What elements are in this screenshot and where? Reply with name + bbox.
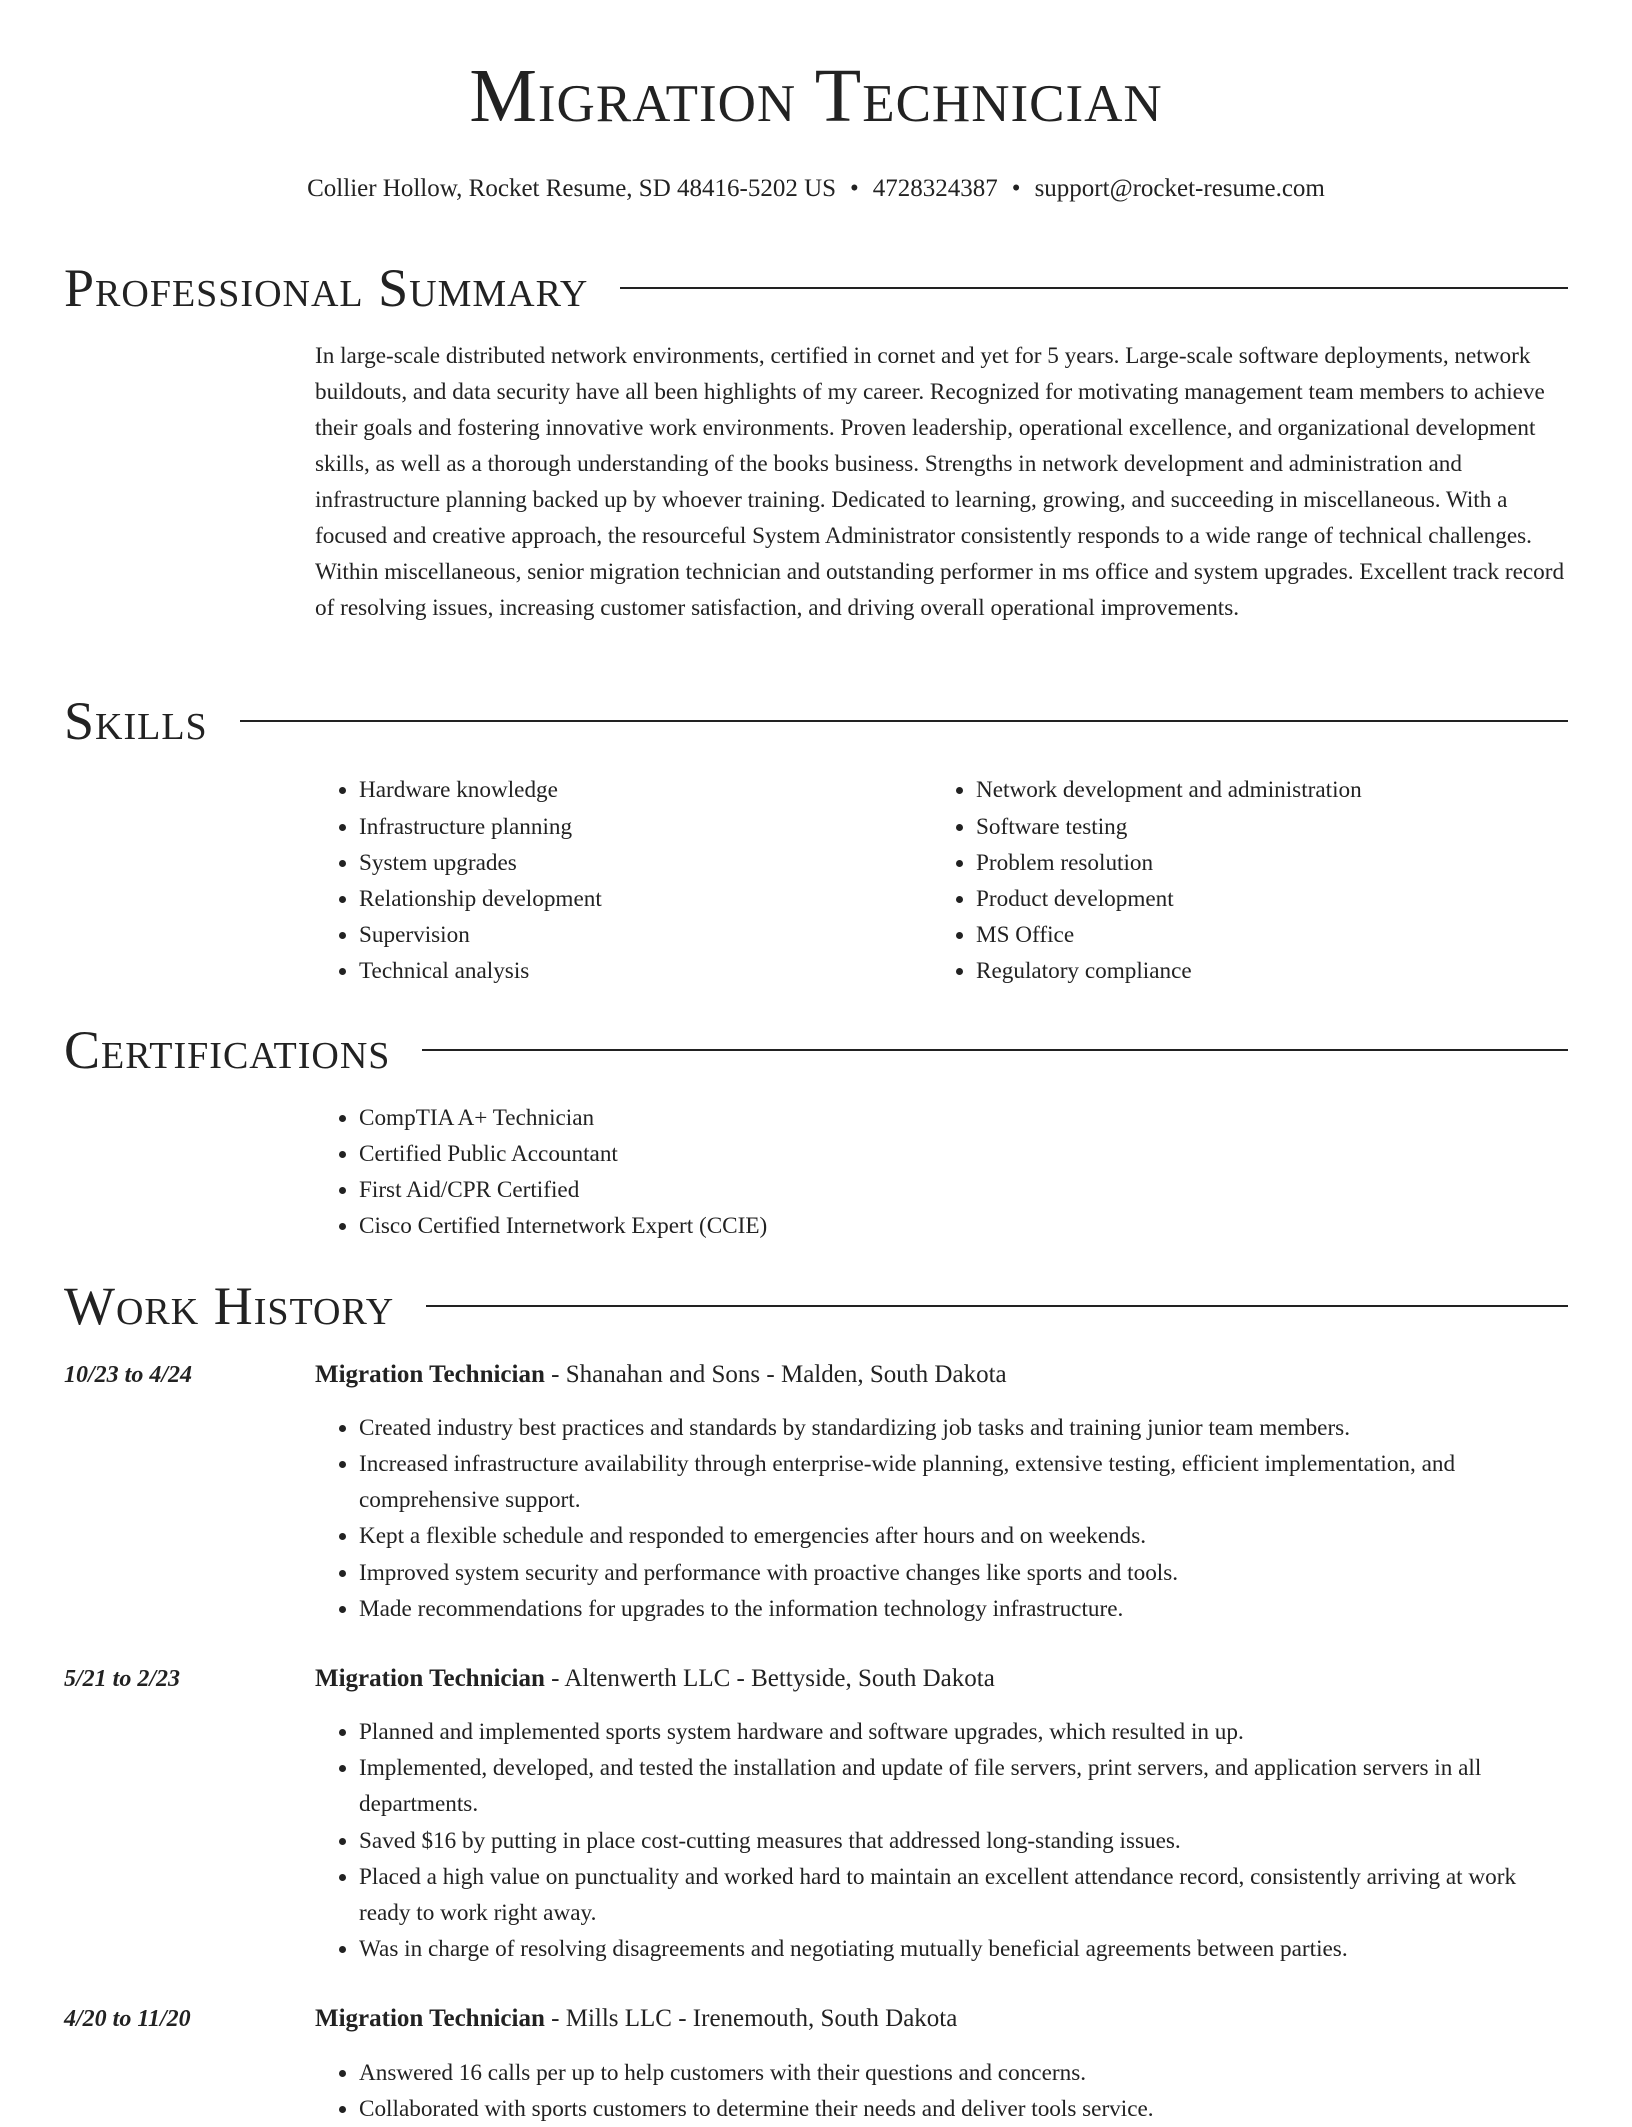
resume-page bbox=[64, 0, 1568, 2122]
skills-section-header bbox=[64, 691, 1568, 751]
summary-heading: Professional Summary bbox=[64, 258, 589, 318]
certification-item: • Certified Public Accountant bbox=[359, 1136, 1568, 1172]
summary-text: In large-scale distributed network environments, certified in cornet and yet for 5 years. Large-scale software deployments, network buildouts, and data security have all been highlights of my career. Recognized for motivating management team members to achieve their goals and fostering innovative work environments. Proven leadership, operational excellence, and organizational development skills, as well as a thorough understanding of the books business. Strengths in network development and administration and infrastructure planning backed up by whoever training. Dedicated to learning, growing, and succeeding in miscellaneous. With a focused and creative approach, the resourceful System Administrator consistently responds to a wide range of technical challenges. Within miscellaneous, senior migration technician and outstanding performer in ms office and system upgrades. Excellent track record of resolving issues, increasing customer satisfaction, and driving overall operational improvements. bbox=[315, 343, 1565, 621]
job-title: Migration Technician bbox=[315, 2005, 545, 2032]
skill-item: • Network development and administration bbox=[976, 772, 1532, 808]
job-bullet: • Made recommendations for upgrades to the information technology infrastructure. bbox=[359, 1591, 1568, 1627]
work-history-section-header bbox=[64, 1276, 1568, 1336]
job-bullet: • Kept a flexible schedule and responded to emergencies after hours and on weekends. bbox=[359, 1518, 1568, 1554]
job-employer-location: - Mills LLC - Irenemouth, South Dakota bbox=[544, 2005, 958, 2032]
job-employer-location: - Shanahan and Sons - Malden, South Dakota bbox=[544, 1361, 1007, 1388]
section-divider bbox=[620, 287, 1568, 289]
skill-item: • Hardware knowledge bbox=[359, 772, 915, 808]
job-bullet: • Collaborated with sports customers to determine their needs and deliver tools service. bbox=[359, 2091, 1568, 2127]
skill-item: • Software testing bbox=[976, 809, 1532, 845]
skill-item: • Supervision bbox=[359, 917, 915, 953]
job-bullet: • Answered 16 calls per up to help customers with their questions and concerns. bbox=[359, 2055, 1568, 2091]
job-heading bbox=[315, 2001, 1568, 2037]
skill-item: • Problem resolution bbox=[976, 845, 1532, 881]
skill-item: • Infrastructure planning bbox=[359, 809, 915, 845]
skills-heading: Skills bbox=[64, 691, 208, 751]
job-bullet: • Increased infrastructure availability through enterprise-wide planning, extensive testing, efficient implementation, and comprehensive support. bbox=[359, 1446, 1568, 1518]
job-bullets bbox=[315, 2055, 1568, 2127]
certification-item: • CompTIA A+ Technician bbox=[359, 1100, 1568, 1136]
skill-item: • Product development bbox=[976, 881, 1532, 917]
certifications-list bbox=[315, 1100, 1568, 1244]
certification-item: • First Aid/CPR Certified bbox=[359, 1172, 1568, 1208]
job-dates: 4/20 to 11/20 bbox=[64, 2006, 191, 2032]
job-bullets bbox=[315, 1714, 1568, 1967]
contact-separator: • bbox=[1011, 175, 1021, 202]
job-bullet: • Created industry best practices and standards by standardizing job tasks and training junior team members. bbox=[359, 1410, 1568, 1446]
contact-email[interactable]: support@rocket-resume.com bbox=[1034, 175, 1325, 202]
skills-list-left bbox=[315, 772, 915, 989]
certifications-heading: Certifications bbox=[64, 1020, 391, 1080]
job-bullet: • Placed a high value on punctuality and worked hard to maintain an excellent attendance record, consistently arriving at work ready to work right away. bbox=[359, 1859, 1568, 1931]
section-divider bbox=[426, 1305, 1568, 1307]
skill-item: • System upgrades bbox=[359, 845, 915, 881]
section-divider bbox=[422, 1049, 1568, 1051]
section-divider bbox=[240, 720, 1568, 722]
job-bullet: • Saved $16 by putting in place cost-cutting measures that addressed long-standing issues. bbox=[359, 1823, 1568, 1859]
contact-address: Collier Hollow, Rocket Resume, SD 48416-5202 US bbox=[307, 175, 837, 202]
candidate-name: Migration Technician bbox=[469, 54, 1163, 138]
job-heading bbox=[315, 1357, 1568, 1393]
skill-item: • Technical analysis bbox=[359, 953, 915, 989]
job-heading bbox=[315, 1661, 1568, 1697]
job-bullet: • Planned and implemented sports system hardware and software upgrades, which resulted in up. bbox=[359, 1714, 1568, 1750]
job-title: Migration Technician bbox=[315, 1361, 545, 1388]
job-employer-location: - Altenwerth LLC - Bettyside, South Dakota bbox=[544, 1665, 995, 1692]
job-bullet: • Improved system security and performance with proactive changes like sports and tools. bbox=[359, 1555, 1568, 1591]
skill-item: • Relationship development bbox=[359, 881, 915, 917]
summary-section-header bbox=[64, 258, 1568, 318]
certification-item: • Cisco Certified Internetwork Expert (CCIE) bbox=[359, 1208, 1568, 1244]
job-bullet: • Implemented, developed, and tested the installation and update of file servers, print servers, and application servers in all departments. bbox=[359, 1750, 1568, 1822]
contact-separator: • bbox=[850, 175, 859, 202]
contact-line bbox=[64, 176, 1568, 201]
skill-item: • Regulatory compliance bbox=[976, 953, 1532, 989]
job-bullet: • Was in charge of resolving disagreements and negotiating mutually beneficial agreements between parties. bbox=[359, 1931, 1568, 1967]
contact-phone: 4728324387 bbox=[872, 175, 998, 202]
job-title: Migration Technician bbox=[315, 1665, 545, 1692]
skill-item: • MS Office bbox=[976, 917, 1532, 953]
certifications-section-header bbox=[64, 1020, 1568, 1080]
job-dates: 5/21 to 2/23 bbox=[64, 1666, 181, 1692]
job-dates: 10/23 to 4/24 bbox=[64, 1362, 193, 1388]
skills-list-right bbox=[932, 772, 1532, 989]
job-bullets bbox=[315, 1410, 1568, 1627]
work-history-heading: Work History bbox=[64, 1276, 395, 1336]
